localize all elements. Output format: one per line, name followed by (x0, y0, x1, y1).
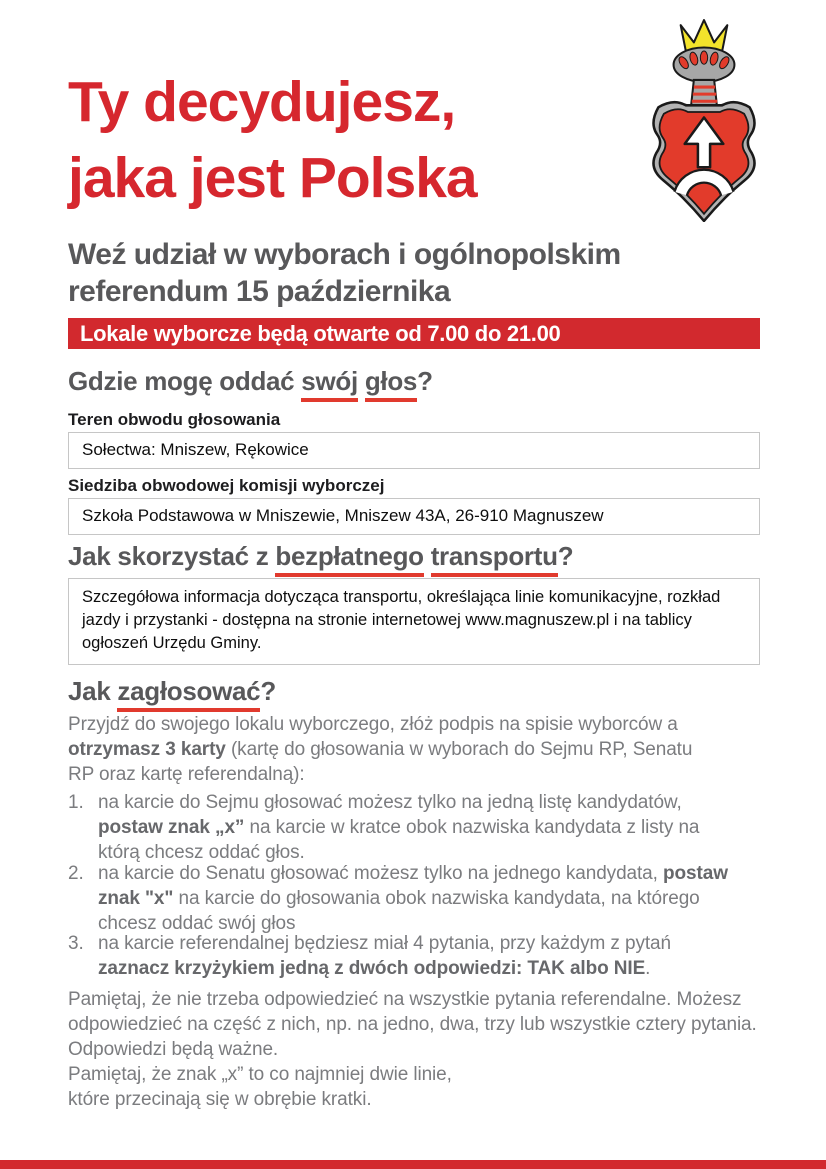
item-bold-text: zaznacz krzyżykiem jedną z dwóch odpowiedzi: TAK albo NIE (98, 958, 646, 979)
intro-text: (kartę do głosowania w wyborach do Sejmu RP, Senatu RP oraz kartę referendalną): (68, 739, 693, 785)
referendum-note-paragraph: Pamiętaj, że nie trzeba odpowiedzieć na wszystkie pytania referendalne. Możesz odpowiedzieć na część z nich, np. na jedno, dwa, trzy lub wszystkie cztery pytania. Odpowiedzi będą ważne. (68, 989, 757, 1060)
subtitle (68, 236, 768, 310)
page-title-line1: Ty decydujesz, (68, 70, 456, 134)
note-line1: Pamiętaj, że znak „x” to co najmniej dwie linie, (68, 1064, 452, 1085)
heading-text: Jak (68, 676, 118, 706)
heading-text: Gdzie mogę oddać (68, 366, 302, 396)
section-heading-transport (68, 541, 573, 572)
underlined-word: bezpłatnego (275, 541, 423, 577)
note-line2: które przecinają się w obrębie kratki. (68, 1089, 372, 1110)
list-item (68, 931, 738, 981)
x-mark-note-paragraph (68, 1062, 760, 1112)
intro-paragraph (68, 712, 703, 787)
heading-text: ? (557, 541, 574, 571)
item-text: na karcie referendalnej będziesz miał 4 pytania, przy każdym z pytań (98, 933, 671, 954)
section-heading-where (68, 366, 433, 397)
underlined-word: głos (365, 366, 417, 402)
underlined-word: transportu (431, 541, 558, 577)
subtitle-line2: referendum 15 października (68, 275, 451, 308)
field-value-committee: Szkoła Podstawowa w Mniszewie, Mniszew 43A, 26-910 Magnuszew (68, 498, 760, 535)
transport-info-box: Szczegółowa informacja dotycząca transportu, określająca linie komunikacyjne, rozkład jazdy i przystanki - dostępna na stronie internetowej www.magnuszew.pl i na tablicy ogłoszeń Urzędu Gminy. (68, 578, 760, 665)
item-text: na karcie do głosowania obok nazwiska kandydata, na którego chcesz oddać swój głos (98, 888, 700, 934)
intro-text: Przyjdź do swojego lokalu wyborczego, złóż podpis na spisie wyborców a (68, 714, 678, 735)
item-text: na karcie w kratce obok nazwiska kandydata z listy na którą chcesz oddać głos. (98, 817, 700, 863)
list-item (68, 861, 738, 936)
heading-text: ? (260, 676, 276, 706)
field-label-area: Teren obwodu głosowania (68, 410, 281, 429)
bottom-red-bar (0, 1160, 826, 1169)
heading-text: ? (417, 366, 433, 396)
underlined-word: zagłosować (117, 676, 260, 712)
field-value-area: Sołectwa: Mniszew, Rękowice (68, 432, 760, 469)
list-item-text (98, 931, 738, 981)
list-item-number: 3. (68, 933, 84, 954)
item-bold-text: postaw znak "x" (98, 863, 728, 909)
item-text: . (645, 958, 651, 979)
subtitle-line1: Weź udział w wyborach i ogólnopolskim (68, 238, 621, 271)
heading-text: Jak skorzystać z (68, 541, 276, 571)
item-text: na karcie do Sejmu głosować możesz tylko na jedną listę kandydatów, (98, 792, 682, 813)
page-title (68, 64, 668, 216)
field-label-committee: Siedziba obwodowej komisji wyborczej (68, 476, 385, 495)
list-item-text (98, 790, 738, 865)
page-title-line2: jaka jest Polska (68, 146, 477, 210)
intro-bold-text: otrzymasz 3 karty (68, 739, 226, 760)
list-item-number: 1. (68, 792, 84, 813)
list-item-text (98, 861, 738, 936)
opening-hours-banner: Lokale wyborcze będą otwarte od 7.00 do 21.00 (68, 318, 760, 349)
list-item (68, 790, 738, 865)
item-text: na karcie do Senatu głosować możesz tylko na jednego kandydata, (98, 863, 664, 884)
list-item-number: 2. (68, 863, 84, 884)
section-heading-how-to-vote (68, 676, 276, 707)
underlined-word: swój (301, 366, 358, 402)
item-bold-text: postaw znak „x” (98, 817, 245, 838)
